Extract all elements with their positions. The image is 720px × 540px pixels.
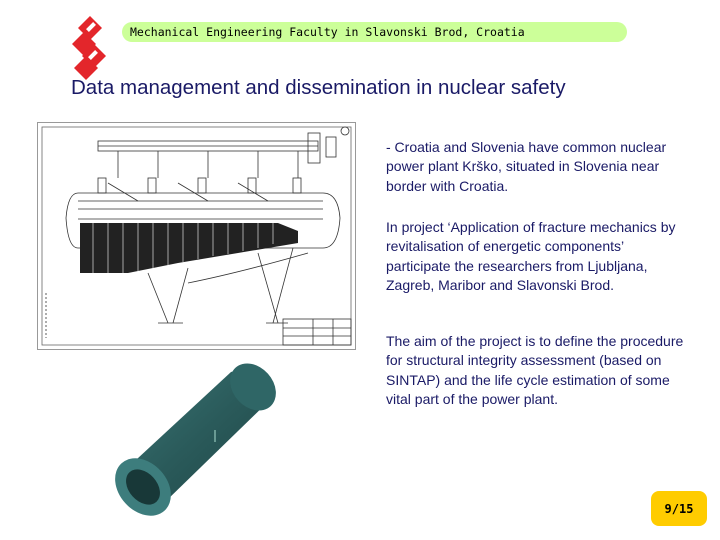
faculty-logo <box>70 14 110 82</box>
paragraph-krsko-plant: - Croatia and Slovenia have common nuclear power plant Krško, situated in Slovenia near border with Croatia. <box>386 139 667 194</box>
paragraph-project-aim: The aim of the project is to define the procedure for structural integrity assessment (based on SINTAP) and the life cycle estimation of some vital part of the power plant. <box>386 333 684 407</box>
pipe-3d-model <box>103 362 283 532</box>
paragraph-project-participants: In project ‘Application of fracture mechanics by revitalisation of energetic components’ participate the researchers from Ljubljana, Zagreb, Maribor and Slavonski Brod. <box>386 219 676 293</box>
faculty-banner: Mechanical Engineering Faculty in Slavonski Brod, Croatia <box>122 22 627 42</box>
heat-exchanger-technical-drawing <box>37 122 356 350</box>
page-number-badge: 9/15 <box>651 491 707 526</box>
slide-title: Data management and dissemination in nuclear safety <box>71 76 566 99</box>
